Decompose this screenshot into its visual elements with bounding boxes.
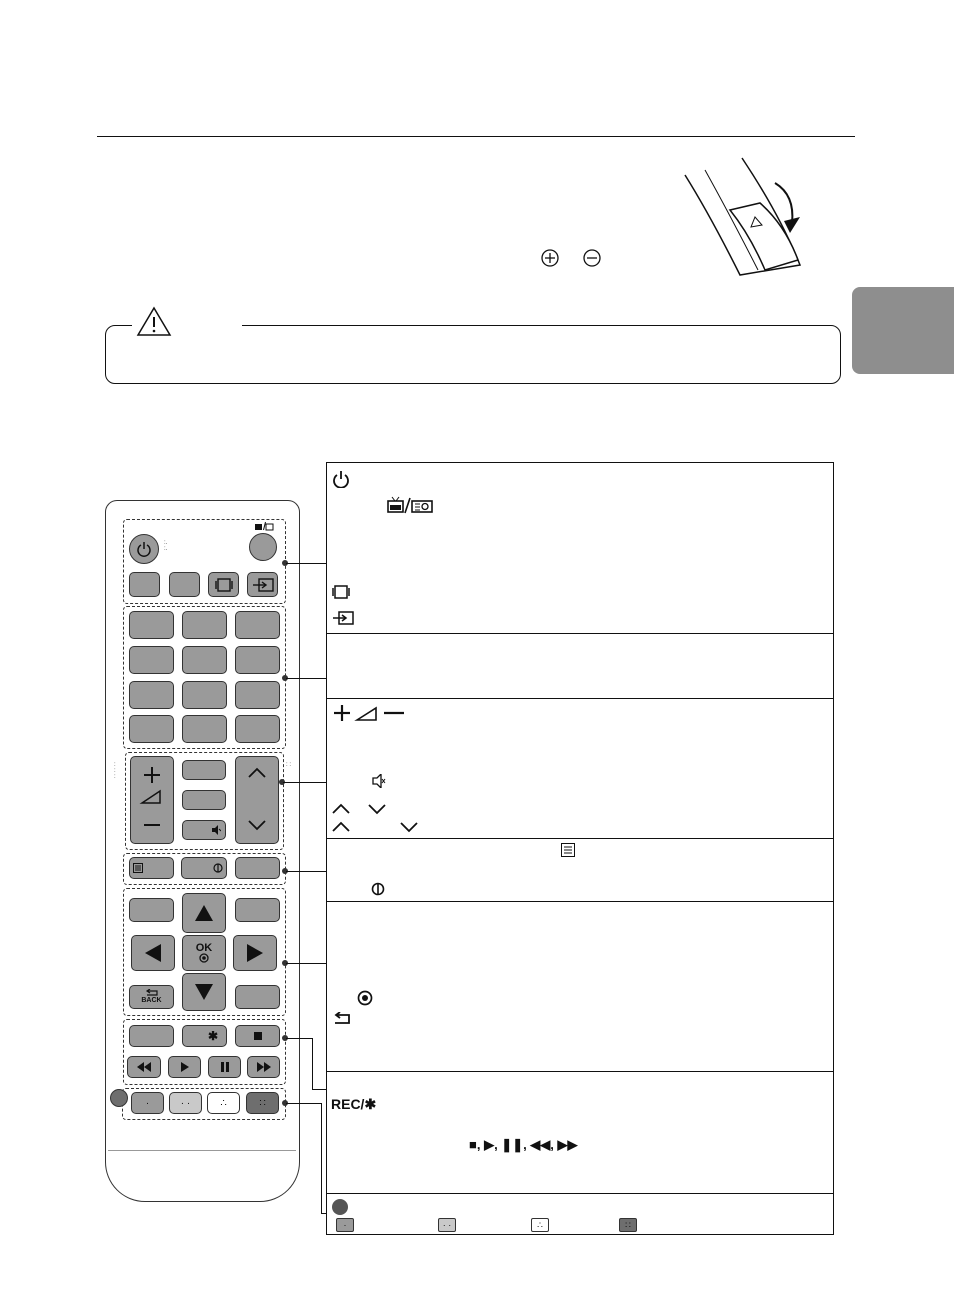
remote-base-curve <box>108 1150 296 1199</box>
home-button[interactable] <box>129 898 174 922</box>
tv-radio-icon <box>254 521 274 531</box>
down-triangle-icon <box>194 983 214 1001</box>
program-label-dots: : : <box>286 762 292 768</box>
number-key-9[interactable] <box>235 681 280 709</box>
red-key-dot-icon: · <box>145 1097 150 1109</box>
mute-button[interactable] <box>182 820 226 840</box>
aspect-ratio-button[interactable] <box>208 572 239 597</box>
input-button[interactable] <box>247 572 278 597</box>
section-divider <box>327 838 833 839</box>
volume-icon <box>132 757 172 841</box>
3d-button[interactable] <box>182 790 226 810</box>
play-button[interactable] <box>168 1056 201 1078</box>
mute-icon <box>372 774 386 788</box>
volume-plus-minus-icon <box>332 702 408 722</box>
button-description-panel <box>326 462 834 1235</box>
red-key[interactable] <box>131 1092 164 1114</box>
page-up-down-icon <box>331 819 421 833</box>
fast-forward-button[interactable] <box>247 1056 280 1078</box>
section-divider <box>327 901 833 902</box>
ok-label: OK <box>195 942 213 954</box>
stop-button[interactable] <box>235 1025 280 1047</box>
leader-line <box>321 1103 322 1213</box>
back-label: BACK <box>141 997 162 1004</box>
number-key-1[interactable] <box>129 611 174 639</box>
mute-icon <box>211 825 221 835</box>
aspect-ratio-icon <box>332 585 350 599</box>
t-opt-icon <box>213 863 223 873</box>
app-button-icon <box>332 1199 348 1215</box>
power-label-dots: :. :. <box>164 540 168 552</box>
back-arrow-icon <box>332 1012 352 1026</box>
yellow-key-chip: ∴ <box>531 1218 549 1232</box>
rec-button[interactable] <box>182 1025 227 1047</box>
caution-box <box>105 325 841 384</box>
list-button[interactable] <box>129 715 174 743</box>
back-arrow-icon <box>145 989 159 997</box>
ok-button[interactable] <box>182 935 226 971</box>
t-opt-button[interactable] <box>181 857 227 879</box>
section-divider <box>327 698 833 699</box>
fast-forward-icon <box>257 1062 271 1072</box>
minus-circle-icon <box>582 248 602 268</box>
green-key[interactable] <box>169 1092 202 1114</box>
guide-button[interactable] <box>169 572 200 597</box>
stop-icon <box>254 1032 262 1040</box>
t-opt-icon <box>371 882 385 896</box>
rewind-icon <box>137 1062 151 1072</box>
green-key-dots-icon: · · <box>180 1097 191 1109</box>
pause-button[interactable] <box>208 1056 241 1078</box>
up-arrow-button[interactable] <box>182 893 226 933</box>
settings-button[interactable] <box>129 572 160 597</box>
number-key-2[interactable] <box>182 611 227 639</box>
right-arrow-button[interactable] <box>233 935 277 971</box>
right-triangle-icon <box>246 943 264 963</box>
text-icon <box>561 843 575 857</box>
plus-circle-icon <box>540 248 560 268</box>
header-rule <box>97 136 855 137</box>
number-key-7[interactable] <box>129 681 174 709</box>
play-icon <box>181 1062 189 1072</box>
leader-line <box>286 678 326 679</box>
section-divider <box>327 1193 833 1194</box>
language-side-tab <box>852 287 954 374</box>
program-up-down-icon <box>237 757 277 841</box>
number-key-5[interactable] <box>182 646 227 674</box>
input-icon <box>332 611 354 625</box>
battery-cover-illustration <box>680 155 810 280</box>
number-key-8[interactable] <box>182 681 227 709</box>
rec-star-icon: ✱ <box>207 1029 218 1043</box>
info-button[interactable] <box>129 1025 174 1047</box>
leader-line <box>286 563 326 564</box>
text-icon <box>133 863 143 873</box>
number-key-4[interactable] <box>129 646 174 674</box>
section-divider <box>327 633 833 634</box>
blue-key[interactable] <box>246 1092 279 1114</box>
left-arrow-button[interactable] <box>131 935 175 971</box>
tv-radio-button[interactable] <box>249 533 277 561</box>
pause-icon <box>221 1062 229 1072</box>
program-up-down-icon <box>331 801 391 815</box>
green-key-chip: · · <box>438 1218 456 1232</box>
power-icon <box>136 541 152 557</box>
power-button[interactable] <box>129 534 159 564</box>
ok-wheel-icon <box>199 953 209 963</box>
number-key-6[interactable] <box>235 646 280 674</box>
tv-radio-icon <box>387 496 435 514</box>
q-menu-button[interactable] <box>235 898 280 922</box>
subtitle-button[interactable] <box>235 857 280 879</box>
text-button[interactable] <box>129 857 174 879</box>
blue-key-chip: ∷ <box>619 1218 637 1232</box>
number-key-0[interactable] <box>182 715 227 743</box>
volume-label-dots: : : : <box>114 762 116 780</box>
leader-line <box>312 1038 313 1089</box>
warning-triangle-icon <box>136 305 172 337</box>
back-button[interactable] <box>129 985 174 1009</box>
leader-line <box>286 1103 322 1104</box>
left-triangle-icon <box>144 943 162 963</box>
red-key-chip: · <box>336 1218 354 1232</box>
ok-wheel-icon <box>357 990 373 1006</box>
up-triangle-icon <box>194 904 214 922</box>
input-icon <box>252 578 274 592</box>
power-icon <box>332 470 350 488</box>
section-divider <box>327 1071 833 1072</box>
rec-label: REC/✱ <box>331 1096 377 1112</box>
quick-view-button[interactable] <box>235 715 280 743</box>
leader-line <box>286 963 326 964</box>
down-arrow-button[interactable] <box>182 973 226 1011</box>
leader-line <box>286 1038 312 1039</box>
fav-button[interactable] <box>182 760 226 780</box>
program-rocker[interactable] <box>235 756 279 844</box>
blue-key-dots-icon: ∷ <box>259 1097 266 1109</box>
yellow-key-dots-icon: ∴ <box>220 1097 227 1109</box>
number-key-3[interactable] <box>235 611 280 639</box>
rewind-button[interactable] <box>127 1056 161 1078</box>
leader-line <box>286 871 326 872</box>
yellow-key[interactable] <box>207 1092 240 1114</box>
playback-symbols: ■, ▶, ❚❚, ◀◀, ▶▶ <box>469 1137 578 1152</box>
volume-rocker[interactable] <box>130 756 174 844</box>
leader-line <box>312 1089 326 1090</box>
app-button[interactable] <box>110 1089 128 1107</box>
aspect-ratio-icon <box>215 578 233 592</box>
exit-button[interactable] <box>235 985 280 1009</box>
leader-line <box>283 782 326 783</box>
